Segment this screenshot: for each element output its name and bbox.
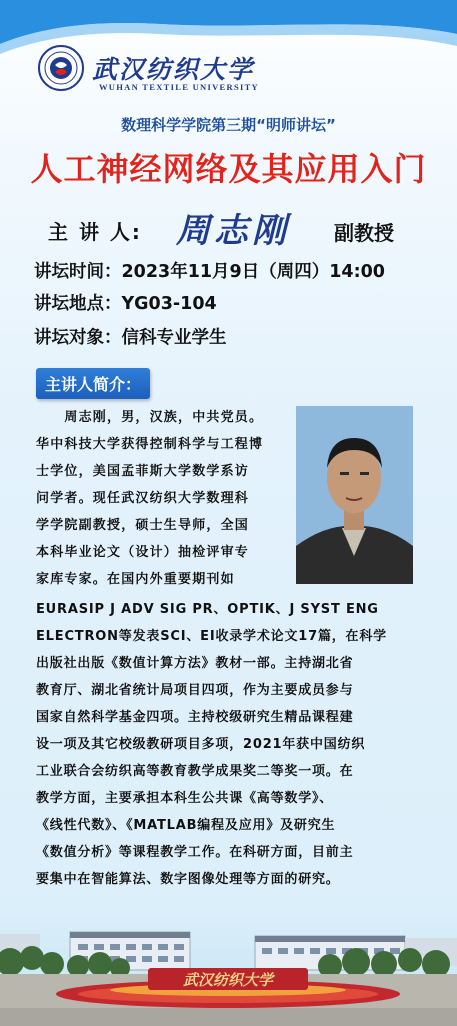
campus-photo bbox=[0, 918, 457, 1026]
speaker-label: 主 讲 人: bbox=[48, 220, 142, 244]
bio-line: ELECTRON等发表SCI、EI收录学术论文17篇，在科学 bbox=[36, 629, 387, 644]
bio-line: 要集中在智能算法、数字图像处理等方面的研究。 bbox=[36, 872, 340, 887]
lecture-title: 人工神经网络及其应用入门 bbox=[30, 150, 427, 188]
bio-line: EURASIP J ADV SIG PR、OPTIK、J SYST ENG bbox=[36, 602, 379, 617]
bio-line: 设一项及其它校级教研项目多项，2021年获中国纺织 bbox=[36, 737, 366, 752]
bio-bottom bbox=[36, 596, 426, 893]
university-name: 武汉纺织大学 bbox=[92, 55, 255, 84]
bio-line: 国家自然科学基金四项。主持校级研究生精品课程建 bbox=[36, 710, 354, 725]
lecture-series: 数理科学学院第三期“明师讲坛” bbox=[121, 116, 336, 134]
lecture-audience: 讲坛对象：信科专业学生 bbox=[34, 328, 227, 348]
bio-line: 周志刚，男，汉族，中共党员。 bbox=[36, 410, 264, 425]
bio-line: 教育厅、湖北省统计局项目四项，作为主要成员参与 bbox=[36, 683, 354, 698]
campus-sign-text: 武汉纺织大学 bbox=[182, 971, 274, 989]
bio-line: 华中科技大学获得控制科学与工程博 bbox=[36, 437, 264, 452]
speaker-name: 周志刚 bbox=[176, 211, 290, 251]
bio-line: 学学院副教授，硕士生导师，全国 bbox=[36, 518, 250, 533]
university-logo bbox=[38, 45, 84, 91]
bio-top bbox=[36, 404, 288, 593]
speaker-photo bbox=[296, 406, 413, 584]
bio-line: 教学方面，主要承担本科生公共课《高等数学》、 bbox=[36, 791, 334, 806]
bio-line: 工业联合会纺织高等教育教学成果奖二等奖一项。在 bbox=[36, 764, 354, 779]
bio-line: 《线性代数》、《MATLAB编程及应用》及研究生 bbox=[36, 818, 336, 833]
speaker-title: 副教授 bbox=[334, 221, 394, 245]
bio-line: 出版社出版《数值计算方法》教材一部。主持湖北省 bbox=[36, 656, 354, 671]
bio-line: 《数值分析》等课程教学工作。在科研方面，目前主 bbox=[36, 845, 354, 860]
bio-line: 家库专家。在国内外重要期刊如 bbox=[36, 572, 235, 587]
lecture-place: 讲坛地点：YG03-104 bbox=[34, 294, 217, 314]
intro-heading: 主讲人简介： bbox=[36, 368, 150, 399]
bio-line: 问学者。现任武汉纺织大学数理科 bbox=[36, 491, 250, 506]
lecture-time: 讲坛时间：2023年11月9日（周四）14:00 bbox=[34, 262, 385, 282]
university-name-en: WUHAN TEXTILE UNIVERSITY bbox=[99, 82, 259, 92]
bio-line: 士学位，美国孟菲斯大学数学系访 bbox=[36, 464, 250, 479]
bio-line: 本科毕业论文（设计）抽检评审专 bbox=[36, 545, 250, 560]
